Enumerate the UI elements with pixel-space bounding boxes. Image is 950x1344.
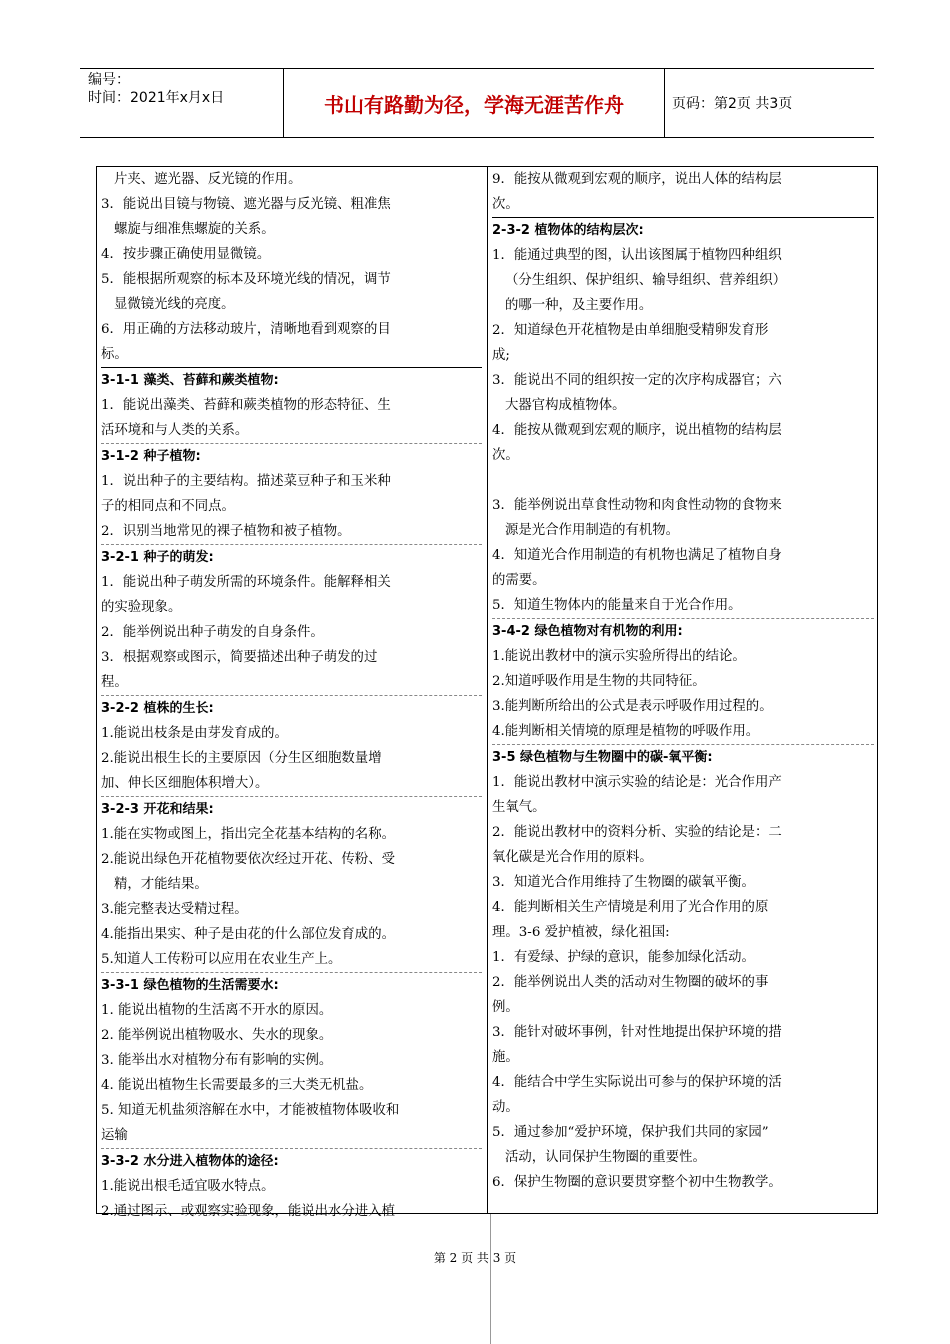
text-line: 1. 能说出植物的生活离不开水的原因。 — [101, 1003, 333, 1018]
text-line: 1．说出种子的主要结构。描述菜豆种子和玉米种 — [101, 474, 391, 489]
text-line: 3．根据观察或图示，简要描述出种子萌发的过 — [101, 650, 378, 665]
text-line: 子的相同点和不同点。 — [101, 499, 235, 514]
text-line: 2．能说出教材中的资料分析、实验的结论是：二 — [492, 825, 782, 840]
section-heading: 3-1-1 藻类、苔藓和蕨类植物: — [101, 367, 482, 393]
page-header — [80, 68, 874, 138]
text-line: 片夹、遮光器、反光镜的作用。 — [114, 172, 302, 187]
text-line: 2．知道绿色开花植物是由单细胞受精卵发育形 — [492, 323, 769, 338]
header-meta — [80, 69, 284, 137]
text-line: 5.知道人工传粉可以应用在农业生产上。 — [101, 952, 342, 967]
text-line: 1.能说出教材中的演示实验所得出的结论。 — [492, 649, 746, 664]
text-line: 2.能说出根生长的主要原因（分生区细胞数量增 — [101, 751, 382, 766]
text-line: 1．有爱绿、护绿的意识，能参加绿化活动。 — [492, 950, 755, 965]
text-line: 螺旋与细准焦螺旋的关系。 — [114, 222, 275, 237]
time-label: 时间：2021年x月x日 — [88, 90, 225, 106]
text-line: 9．能按从微观到宏观的顺序，说出人体的结构层 — [492, 172, 782, 187]
text-line: 运输 — [101, 1128, 128, 1143]
content-table — [96, 166, 878, 1219]
text-line: 4. 能说出植物生长需要最多的三大类无机盐。 — [101, 1078, 373, 1093]
text-line: 4．能判断相关生产情境是利用了光合作用的原 — [492, 900, 769, 915]
page-label: 页码：第2页 共3页 — [672, 96, 793, 112]
text-line: 4．按步骤正确使用显微镜。 — [101, 247, 271, 262]
text-line: 1．能说出种子萌发所需的环境条件。能解释相关 — [101, 575, 391, 590]
text-line: 精，才能结果。 — [114, 877, 208, 892]
text-line: 次。 — [492, 197, 519, 212]
text-line: 生氧气。 — [492, 800, 546, 815]
text-line: 2. 能举例说出植物吸水、失水的现象。 — [101, 1028, 333, 1043]
text-line: 3．知道光合作用维持了生物圈的碳氧平衡。 — [492, 875, 755, 890]
section-heading: 3-5 绿色植物与生物圈中的碳-氧平衡: — [492, 744, 874, 770]
text-line: 氧化碳是光合作用的原料。 — [492, 850, 653, 865]
text-line: 5．能根据所观察的标本及环境光线的情况，调节 — [101, 272, 391, 287]
text-line: 2．能举例说出人类的活动对生物圈的破坏的事 — [492, 975, 769, 990]
text-line: 1．能说出藻类、苔藓和蕨类植物的形态特征、生 — [101, 398, 391, 413]
text-line: 4．能结合中学生实际说出可参与的保护环境的活 — [492, 1075, 782, 1090]
text-line: 6．用正确的方法移动玻片，清晰地看到观察的目 — [101, 322, 391, 337]
text-line: 显微镜光线的亮度。 — [114, 297, 235, 312]
text-line: 1.能在实物或图上，指出完全花基本结构的名称。 — [101, 827, 395, 842]
text-line: 3.能判断所给出的公式是表示呼吸作用过程的。 — [492, 699, 773, 714]
section-heading: 3-2-2 植株的生长: — [101, 695, 482, 721]
text-line: 4．能按从微观到宏观的顺序，说出植物的结构层 — [492, 423, 782, 438]
text-line: 2．识别当地常见的裸子植物和被子植物。 — [101, 524, 351, 539]
text-line: 理。3-6 爱护植被，绿化祖国: — [492, 925, 670, 940]
text-line: 5．通过参加“爱护环境，保护我们共同的家园” — [492, 1125, 769, 1140]
section-heading: 3-4-2 绿色植物对有机物的利用: — [492, 618, 874, 644]
text-line: 3. 能举出水对植物分布有影响的实例。 — [101, 1053, 333, 1068]
text-line: 3．能说出不同的组织按一定的次序构成器官；六 — [492, 373, 782, 388]
text-line: 成; — [492, 348, 510, 363]
text-line: 3．能针对破坏事例，针对性地提出保护环境的措 — [492, 1025, 782, 1040]
right-column — [492, 167, 874, 1195]
page-footer: 第 2 页 共 3 页 — [433, 1251, 517, 1265]
text-line: 3．能说出目镜与物镜、遮光器与反光镜、粗准焦 — [101, 197, 391, 212]
text-line: 次。 — [492, 448, 519, 463]
text-line: 的哪一种，及主要作用。 — [505, 298, 653, 313]
text-line: 6．保护生物圈的意识要贯穿整个初中生物教学。 — [492, 1175, 782, 1190]
text-line: 1．能说出教材中演示实验的结论是：光合作用产 — [492, 775, 782, 790]
text-line: 活环境和与人类的关系。 — [101, 423, 249, 438]
divider-extension — [490, 1214, 491, 1344]
text-line: 2．能举例说出种子萌发的自身条件。 — [101, 625, 324, 640]
text-line: 程。 — [101, 675, 128, 690]
section-heading: 2-3-2 植物体的结构层次: — [492, 217, 874, 243]
section-heading: 3-2-3 开花和结果: — [101, 796, 482, 822]
text-line: 1.能说出根毛适宜吸水特点。 — [101, 1179, 275, 1194]
text-line: 标。 — [101, 347, 128, 362]
text-line: 1．能通过典型的图，认出该图属于植物四种组织 — [492, 248, 782, 263]
left-column — [101, 167, 482, 1224]
text-line: 1.能说出枝条是由芽发育成的。 — [101, 726, 288, 741]
text-line: 2.知道呼吸作用是生物的共同特征。 — [492, 674, 706, 689]
text-line: 5. 知道无机盐须溶解在水中，才能被植物体吸收和 — [101, 1103, 400, 1118]
section-heading: 3-1-2 种子植物: — [101, 443, 482, 469]
motto: 书山有路勤为径，学海无涯苦作舟 — [284, 69, 665, 137]
text-line: 4.能判断相关情境的原理是植物的呼吸作用。 — [492, 724, 760, 739]
text-line: 2.通过图示、或观察实验现象，能说出水分进入植 — [101, 1204, 395, 1219]
text-line: 活动，认同保护生物圈的重要性。 — [505, 1150, 706, 1165]
text-line: 源是光合作用制造的有机物。 — [505, 523, 680, 538]
text-line: 4.能指出果实、种子是由花的什么部位发育成的。 — [101, 927, 395, 942]
text-line: 的需要。 — [492, 573, 546, 588]
text-line: 4．知道光合作用制造的有机物也满足了植物自身 — [492, 548, 782, 563]
text-line: 例。 — [492, 1000, 519, 1015]
text-line: 大器官构成植物体。 — [505, 398, 626, 413]
text-line: （分生组织、保护组织、输导组织、营养组织） — [505, 273, 787, 288]
text-line: 5．知道生物体内的能量来自于光合作用。 — [492, 598, 742, 613]
number-label: 编号： — [88, 72, 130, 88]
text-line: 3．能举例说出草食性动物和肉食性动物的食物来 — [492, 498, 782, 513]
text-line: 加、伸长区细胞体积增大）。 — [101, 776, 269, 791]
section-heading: 3-2-1 种子的萌发: — [101, 544, 482, 570]
text-line: 2.能说出绿色开花植物要依次经过开花、传粉、受 — [101, 852, 395, 867]
column-divider — [487, 167, 488, 1213]
section-heading: 3-3-1 绿色植物的生活需要水: — [101, 972, 482, 998]
text-line: 3.能完整表达受精过程。 — [101, 902, 248, 917]
text-line: 的实验现象。 — [101, 600, 182, 615]
text-line: 动。 — [492, 1100, 519, 1115]
text-line — [492, 468, 874, 493]
section-heading: 3-3-2 水分进入植物体的途径: — [101, 1148, 482, 1174]
text-line: 施。 — [492, 1050, 519, 1065]
